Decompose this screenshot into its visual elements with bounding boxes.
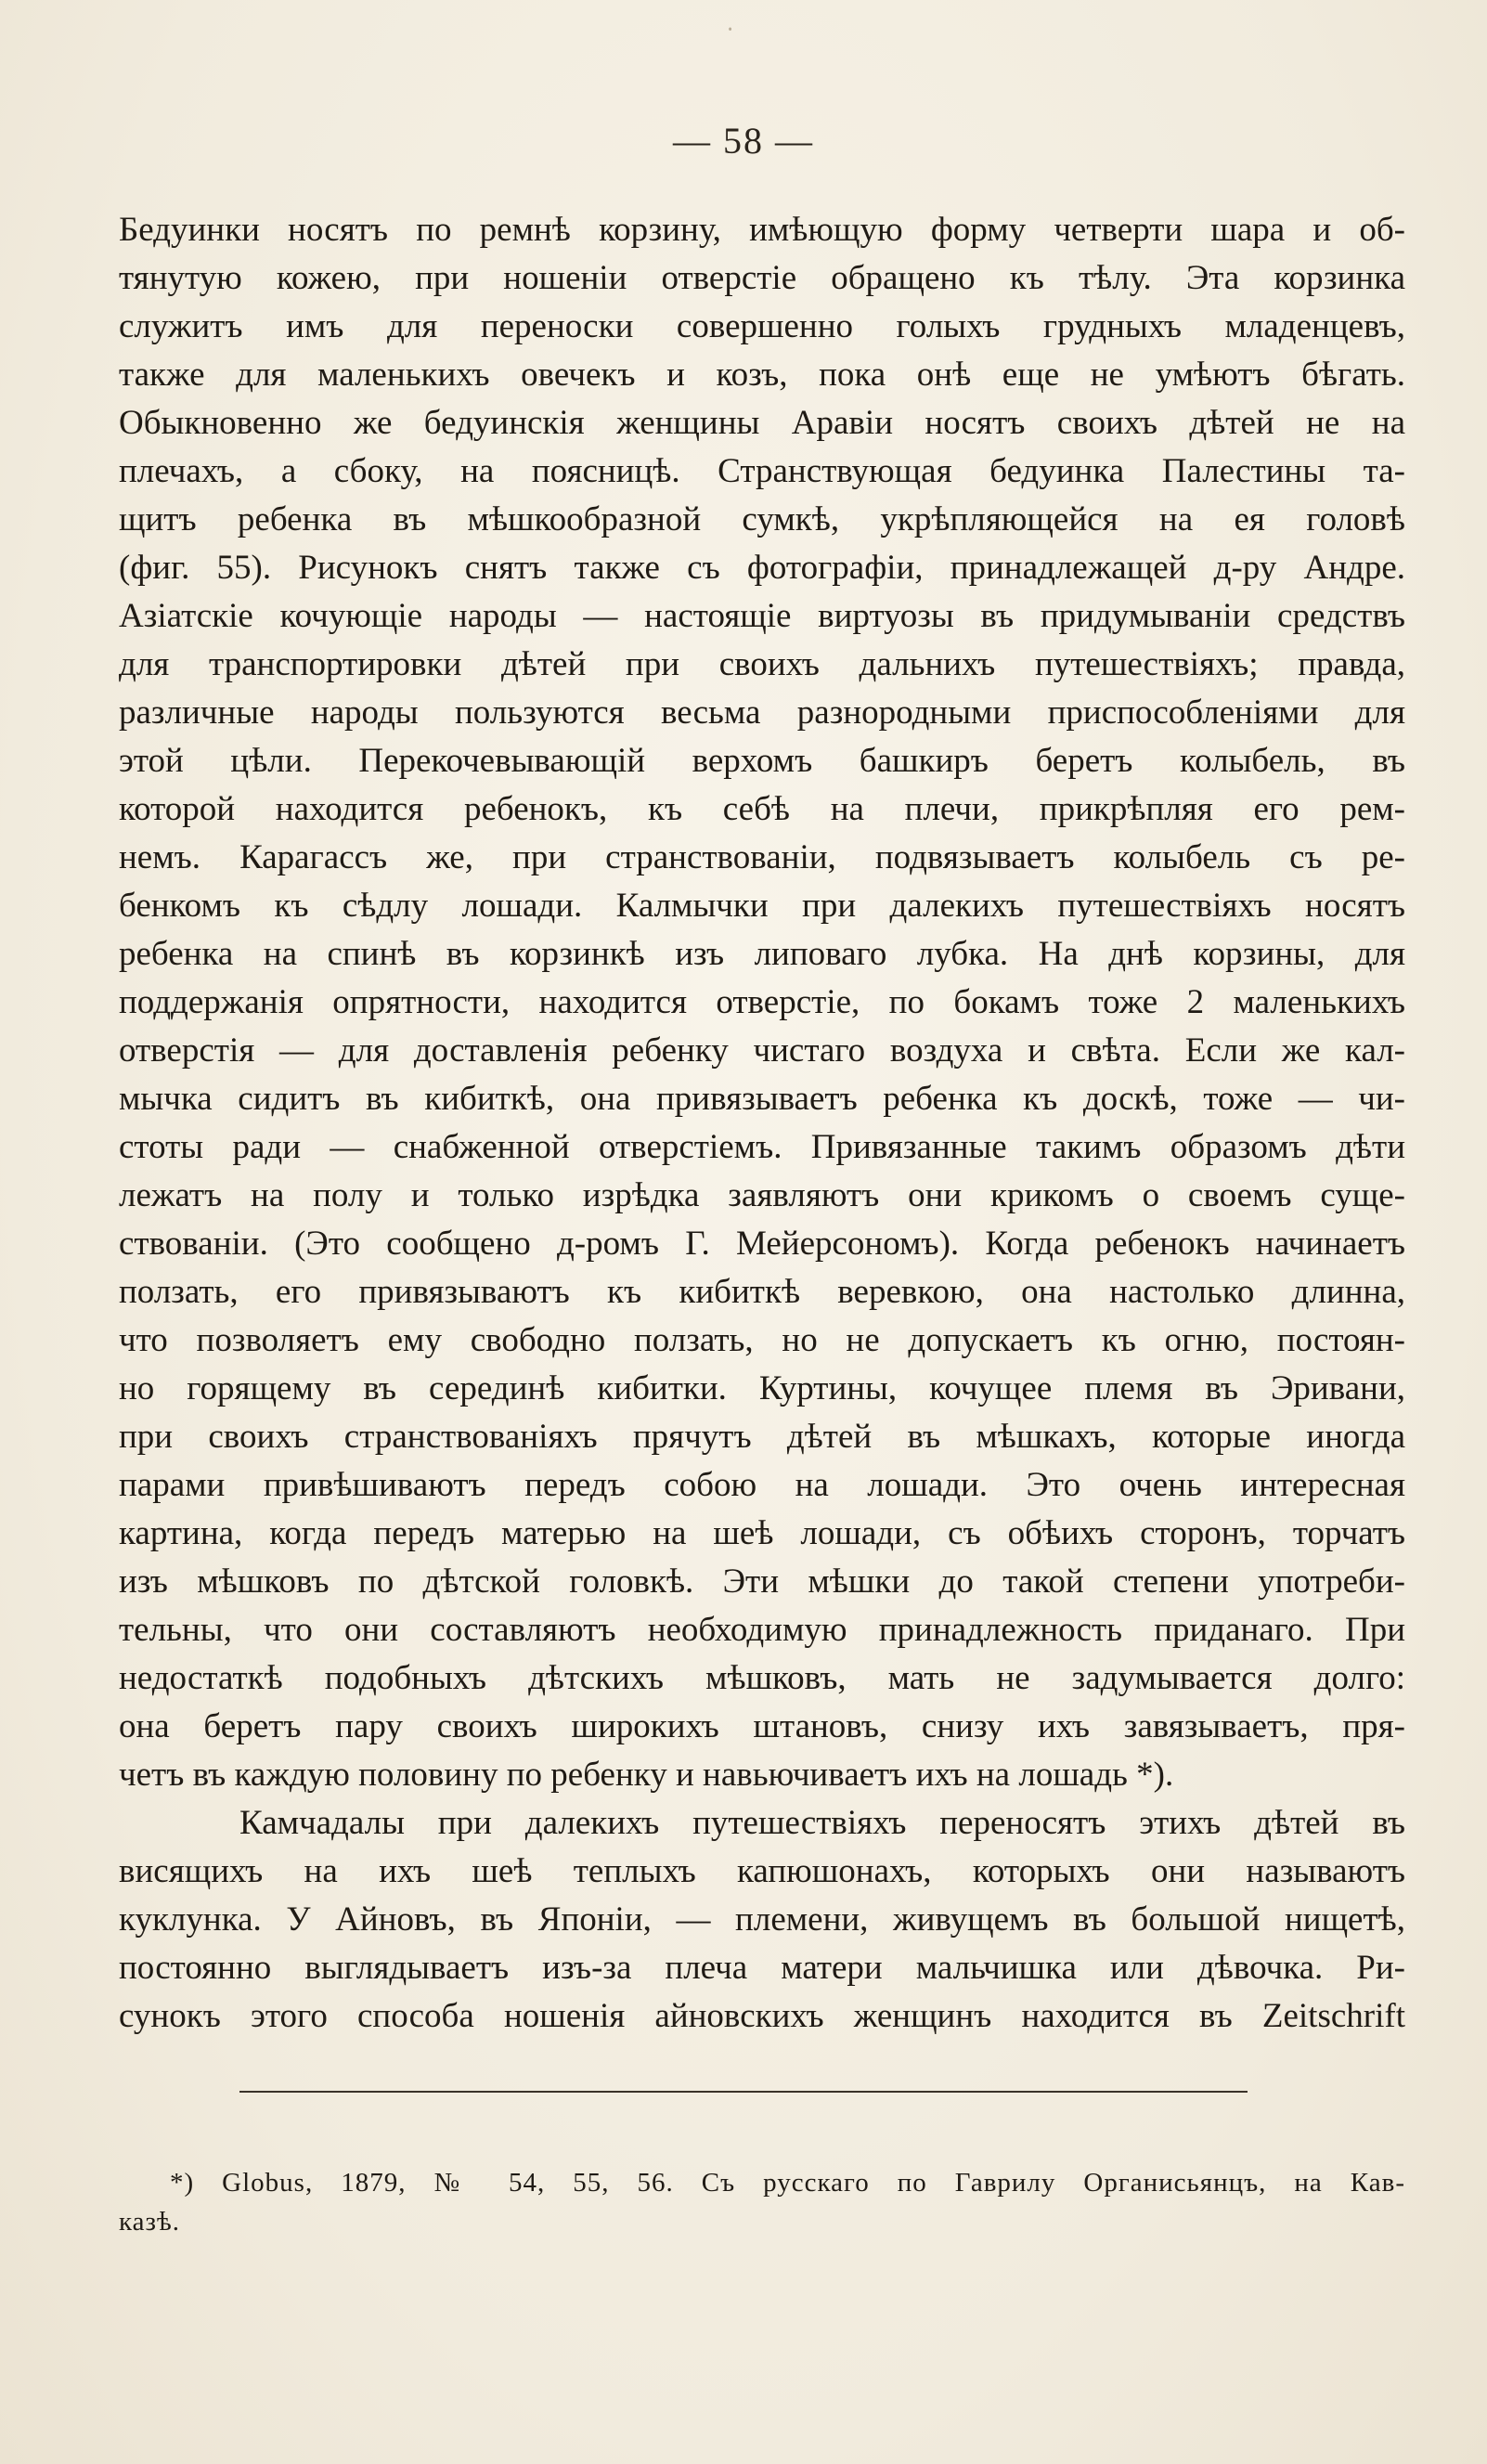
body-text xyxy=(119,206,1405,2041)
text-line: для транспортировки дѣтей при своихъ дальнихъ путешествіяхъ; правда, xyxy=(119,645,1405,683)
text-line: куклунка. У Айновъ, въ Японіи, — племени, живущемъ въ большой нищетѣ, xyxy=(119,1900,1405,1939)
text-line: ствованіи. (Это сообщено д-ромъ Г. Мейерсономъ). Когда ребенокъ начинаетъ xyxy=(119,1225,1405,1263)
text-line: но горящему въ серединѣ кибитки. Куртины, кочущее племя въ Эривани, xyxy=(119,1369,1405,1407)
text-line: картина, когда передъ матерью на шеѣ лошади, съ обѣихъ сторонъ, торчатъ xyxy=(119,1514,1405,1552)
text-line: немъ. Карагассъ же, при странствованіи, подвязываетъ колыбель съ ре- xyxy=(119,838,1405,876)
text-line: бенкомъ къ сѣдлу лошади. Калмычки при далекихъ путешествіяхъ носятъ xyxy=(119,887,1405,925)
text-line: четъ въ каждую половину по ребенку и навьючиваетъ ихъ на лошадь *). xyxy=(119,1756,1174,1794)
text-line: стоты ради — снабженной отверстіемъ. Привязанные такимъ образомъ дѣти xyxy=(119,1128,1405,1166)
text-line: плечахъ, а сбоку, на поясницѣ. Странствующая бедуинка Палестины та- xyxy=(119,452,1405,490)
text-line: щитъ ребенка въ мѣшкообразной сумкѣ, укрѣпляющейся на ея головѣ xyxy=(119,500,1405,538)
page-number: — 58 — xyxy=(673,120,814,162)
text-line: служитъ имъ для переноски совершенно голыхъ грудныхъ младенцевъ, xyxy=(119,307,1405,345)
text-line: тянутую кожею, при ношеніи отверстіе обращено къ тѣлу. Эта корзинка xyxy=(119,259,1405,297)
text-line: постоянно выглядываетъ изъ-за плеча матери мальчишка или дѣвочка. Ри- xyxy=(119,1949,1405,1987)
text-line: ребенка на спинѣ въ корзинкѣ изъ липоваго лубка. На днѣ корзины, для xyxy=(119,935,1405,973)
text-line: Обыкновенно же бедуинскія женщины Аравіи носятъ своихъ дѣтей не на xyxy=(119,404,1405,442)
footnote xyxy=(119,2163,1405,2241)
text-line: парами привѣшиваютъ передъ собою на лошади. Это очень интересная xyxy=(119,1466,1405,1504)
footnote-line: *) Globus, 1879, № 54, 55, 56. Съ русскаго по Гаврилу Органисьянцъ, на Кав- xyxy=(170,2168,1405,2198)
text-line: тельны, что они составляютъ необходимую принадлежность приданаго. При xyxy=(119,1611,1405,1649)
text-line: изъ мѣшковъ по дѣтской головкѣ. Эти мѣшки до такой степени употреби- xyxy=(119,1563,1405,1601)
text-line: она беретъ пару своихъ широкихъ штановъ, снизу ихъ завязываетъ, пря- xyxy=(119,1707,1405,1745)
text-line: лежатъ на полу и только изрѣдка заявляютъ они крикомъ о своемъ суще- xyxy=(119,1176,1405,1214)
text-line: Бедуинки носятъ по ремнѣ корзину, имѣющую форму четверти шара и об- xyxy=(119,211,1405,249)
text-line: Азіатскіе кочующіе народы — настоящіе виртуозы въ придумываніи средствъ xyxy=(119,597,1405,635)
text-line: этой цѣли. Перекочевывающій верхомъ башкиръ беретъ колыбель, въ xyxy=(119,742,1405,780)
text-line: что позволяетъ ему свободно ползать, но не допускаетъ къ огню, постоян- xyxy=(119,1321,1405,1359)
text-line: различные народы пользуются весьма разнородными приспособленіями для xyxy=(119,694,1405,732)
scan-speck: ᛫ xyxy=(724,19,737,42)
text-line: которой находится ребенокъ, къ себѣ на плечи, прикрѣпляя его рем- xyxy=(119,790,1405,828)
text-line: сунокъ этого способа ношенія айновскихъ женщинъ находится въ Zeitschrift xyxy=(119,1997,1405,2035)
text-line: также для маленькихъ овечекъ и козъ, пока онѣ еще не умѣютъ бѣгать. xyxy=(119,356,1405,394)
text-line: отверстія — для доставленія ребенку чистаго воздуха и свѣта. Если же кал- xyxy=(119,1031,1405,1070)
footnote-divider xyxy=(239,2091,1248,2093)
text-line: висящихъ на ихъ шеѣ теплыхъ капюшонахъ, которыхъ они называютъ xyxy=(119,1852,1405,1890)
footnote-line: казѣ. xyxy=(119,2207,180,2237)
text-line: (фиг. 55). Рисунокъ снятъ также съ фотографіи, принадлежащей д-ру Андре. xyxy=(119,549,1405,587)
text-line: Камчадалы при далекихъ путешествіяхъ переносятъ этихъ дѣтей въ xyxy=(239,1804,1405,1842)
text-line: мычка сидитъ въ кибиткѣ, она привязываетъ ребенка къ доскѣ, тоже — чи- xyxy=(119,1080,1405,1118)
text-line: недостаткѣ подобныхъ дѣтскихъ мѣшковъ, мать не задумывается долго: xyxy=(119,1659,1405,1697)
text-line: при своихъ странствованіяхъ прячутъ дѣтей въ мѣшкахъ, которые иногда xyxy=(119,1418,1405,1456)
text-line: ползать, его привязываютъ къ кибиткѣ веревкою, она настолько длинна, xyxy=(119,1273,1405,1311)
text-line: поддержанія опрятности, находится отверстіе, по бокамъ тоже 2 маленькихъ xyxy=(119,983,1405,1021)
